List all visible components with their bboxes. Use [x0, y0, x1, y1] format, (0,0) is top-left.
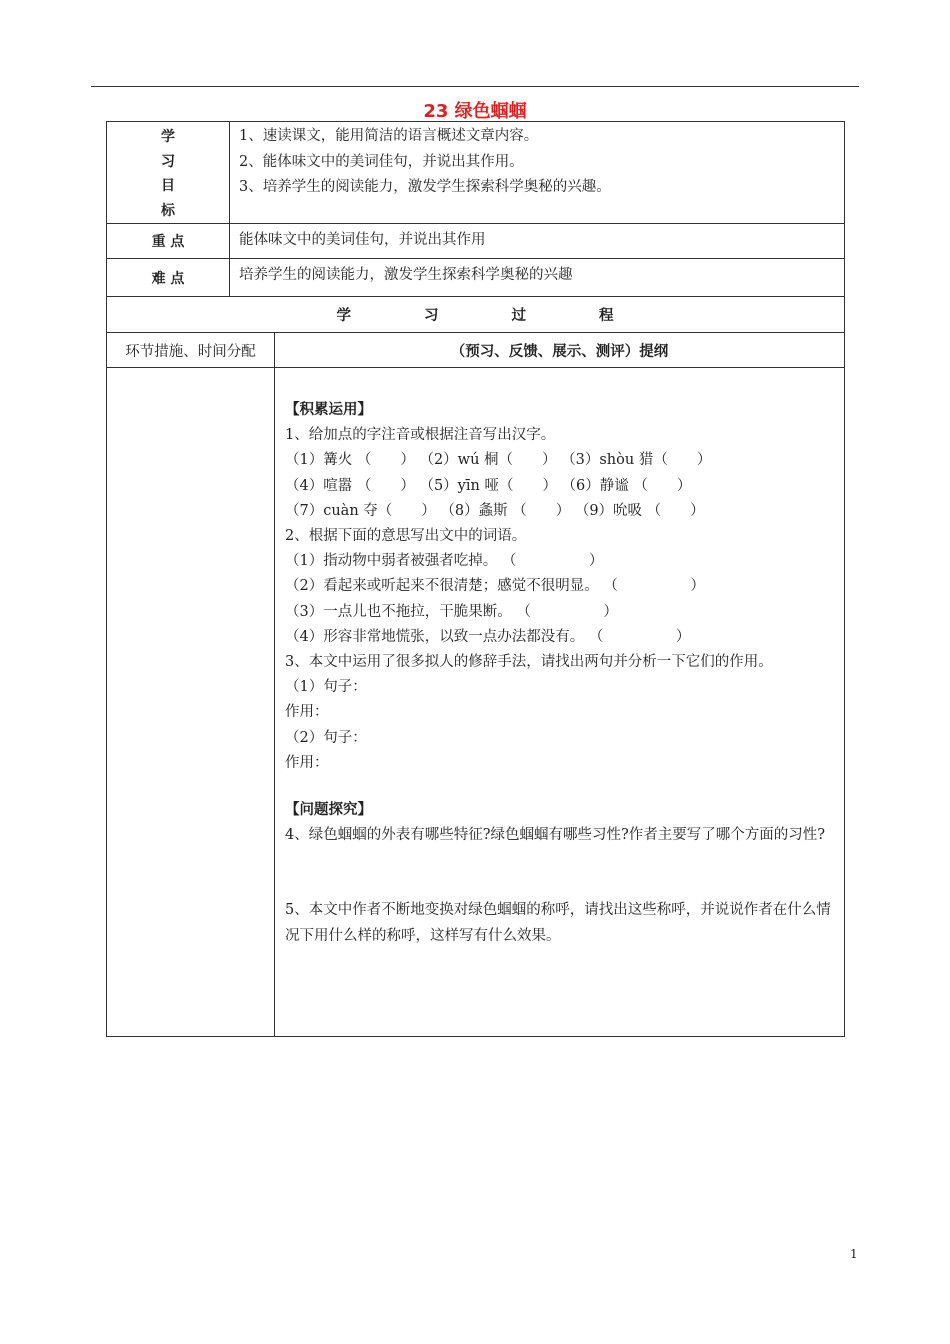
outline-cell — [275, 368, 845, 1037]
objectives-label: 学 习 目 标 — [107, 122, 230, 224]
objectives-list — [230, 122, 845, 224]
question-1-row-1: （1）篝火 （ ） （2）wú 桐（ ） （3）shòu 猎（ ） — [285, 452, 712, 469]
difficulty-label: 难 点 — [107, 259, 230, 297]
column-header-row — [107, 333, 845, 368]
page-title: 23 绿色蝈蝈 — [423, 101, 527, 122]
question-3-effect-2: 作用： — [285, 754, 329, 771]
process-heading: 学 习 过 程 — [107, 297, 845, 333]
key-point-text: 能体味文中的美词佳句，并说出其作用 — [230, 224, 845, 259]
process-row — [107, 297, 845, 333]
objective-item: 1、速读课文，能用简洁的语言概述文章内容。 — [239, 128, 539, 144]
objective-item: 3、培养学生的阅读能力，激发学生探索科学奥秘的兴趣。 — [239, 179, 611, 195]
question-2-item-4: （4）形容非常地慌张，以致一点办法都没有。 （ ） — [285, 628, 691, 645]
column-header-right: （预习、反馈、展示、测评）提纲 — [275, 333, 845, 368]
study-sheet-table — [106, 121, 845, 1037]
question-2-item-2: （2）看起来或听起来不很清楚；感觉不很明显。 （ ） — [285, 578, 705, 595]
question-5: 5、本文中作者不断地变换对绿色蝈蝈的称呼，请找出这些称呼，并说说作者在什么情况下用什么样的称呼，这样写有什么效果。 — [285, 902, 831, 944]
question-1-row-3: （7）cuàn 夺（ ） （8）螽斯 （ ） （9）吮吸 （ ） — [285, 502, 705, 519]
section-heading-inquiry: 【问题探究】 — [285, 802, 372, 819]
question-2: 2、根据下面的意思写出文中的词语。 — [285, 528, 527, 545]
content-row — [107, 368, 845, 1037]
question-3-sentence-2: （2）句子： — [285, 729, 367, 746]
question-2-item-3: （3）一点儿也不拖拉，干脆果断。 （ ） — [285, 603, 618, 620]
header-rule — [91, 86, 859, 87]
question-3: 3、本文中运用了很多拟人的修辞手法，请找出两句并分析一下它们的作用。 — [285, 654, 773, 671]
objective-item: 2、能体味文中的美词佳句，并说出其作用。 — [239, 153, 524, 170]
page-number: 1 — [850, 1247, 858, 1261]
measures-cell — [107, 368, 275, 1037]
difficulty-row — [107, 259, 845, 297]
column-header-left: 环节措施、时间分配 — [107, 333, 275, 368]
question-1: 1、给加点的字注音或根据注音写出汉字。 — [285, 427, 556, 444]
spacer — [285, 848, 838, 898]
question-1-row-2: （4）喧嚣 （ ） （5）yīn 哑（ ） （6）静谧 （ ） — [285, 477, 692, 494]
difficulty-text: 培养学生的阅读能力，激发学生探索科学奥秘的兴趣 — [230, 259, 845, 297]
key-point-row — [107, 224, 845, 259]
question-3-sentence-1: （1）句子： — [285, 679, 367, 696]
question-2-item-1: （1）指动物中弱者被强者吃掉。 （ ） — [285, 553, 604, 570]
objectives-row — [107, 122, 845, 224]
question-3-effect-1: 作用： — [285, 704, 329, 721]
section-heading-accumulation: 【积累运用】 — [285, 402, 372, 418]
key-point-label: 重 点 — [107, 224, 230, 259]
spacer — [285, 776, 838, 798]
question-4: 4、绿色蝈蝈的外表有哪些特征?绿色蝈蝈有哪些习性?作者主要写了哪个方面的习性? — [285, 827, 826, 844]
